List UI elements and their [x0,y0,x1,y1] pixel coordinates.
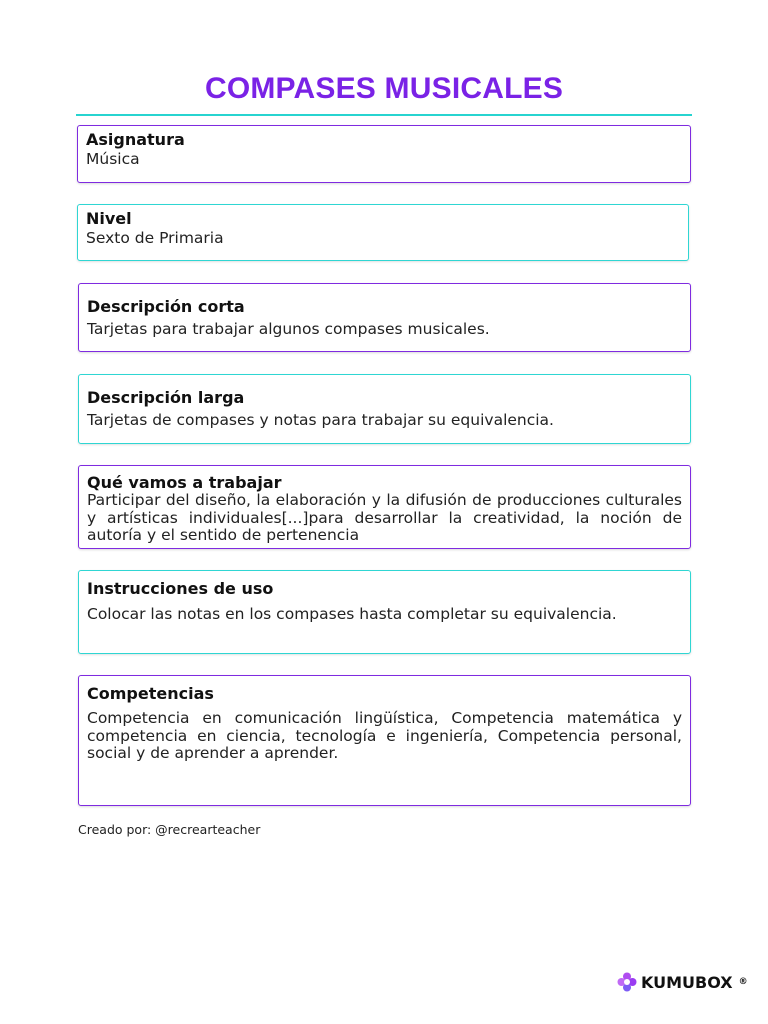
card-text: Tarjetas de compases y notas para trabajar su equivalencia. [87,411,554,429]
card-heading: Asignatura [86,130,185,149]
brand-name: KUMUBOX [641,972,733,992]
card-text: Música [86,150,140,168]
page-title: COMPASES MUSICALES [204,72,564,105]
card-text: Tarjetas para trabajar algunos compases musicales. [87,320,490,338]
card-competencias [78,675,691,806]
card-heading: Qué vamos a trabajar [87,473,282,492]
kumubox-flower-icon [617,972,637,992]
card-text: Competencia en comunicación lingüística, Competencia matemática y competencia en ciencia, tecnología e ingeniería, Competencia personal, social y de aprender a aprender. [87,709,682,762]
card-descripcion-larga [78,374,691,444]
card-text: Colocar las notas en los compases hasta completar su equivalencia. [87,605,617,623]
card-descripcion-corta [78,283,691,352]
card-nivel [77,204,689,261]
card-instrucciones-de-uso [78,570,691,654]
card-heading: Descripción larga [87,388,245,407]
card-que-vamos-a-trabajar [78,465,691,549]
card-heading: Descripción corta [87,297,245,316]
title-divider [76,114,692,116]
credit-line: Creado por: @recrearteacher [78,822,261,837]
card-text: Participar del diseño, la elaboración y la difusión de producciones culturales y artísticas individuales[...]para desarrollar la creatividad, la noción de autoría y el sentido de pertenencia [87,491,682,544]
card-text: Sexto de Primaria [86,229,224,247]
card-heading: Competencias [87,684,214,703]
registered-mark: ® [738,977,748,987]
card-asignatura [77,125,691,183]
brand-logo [617,972,748,992]
card-heading: Instrucciones de uso [87,579,274,598]
card-heading: Nivel [86,209,132,228]
